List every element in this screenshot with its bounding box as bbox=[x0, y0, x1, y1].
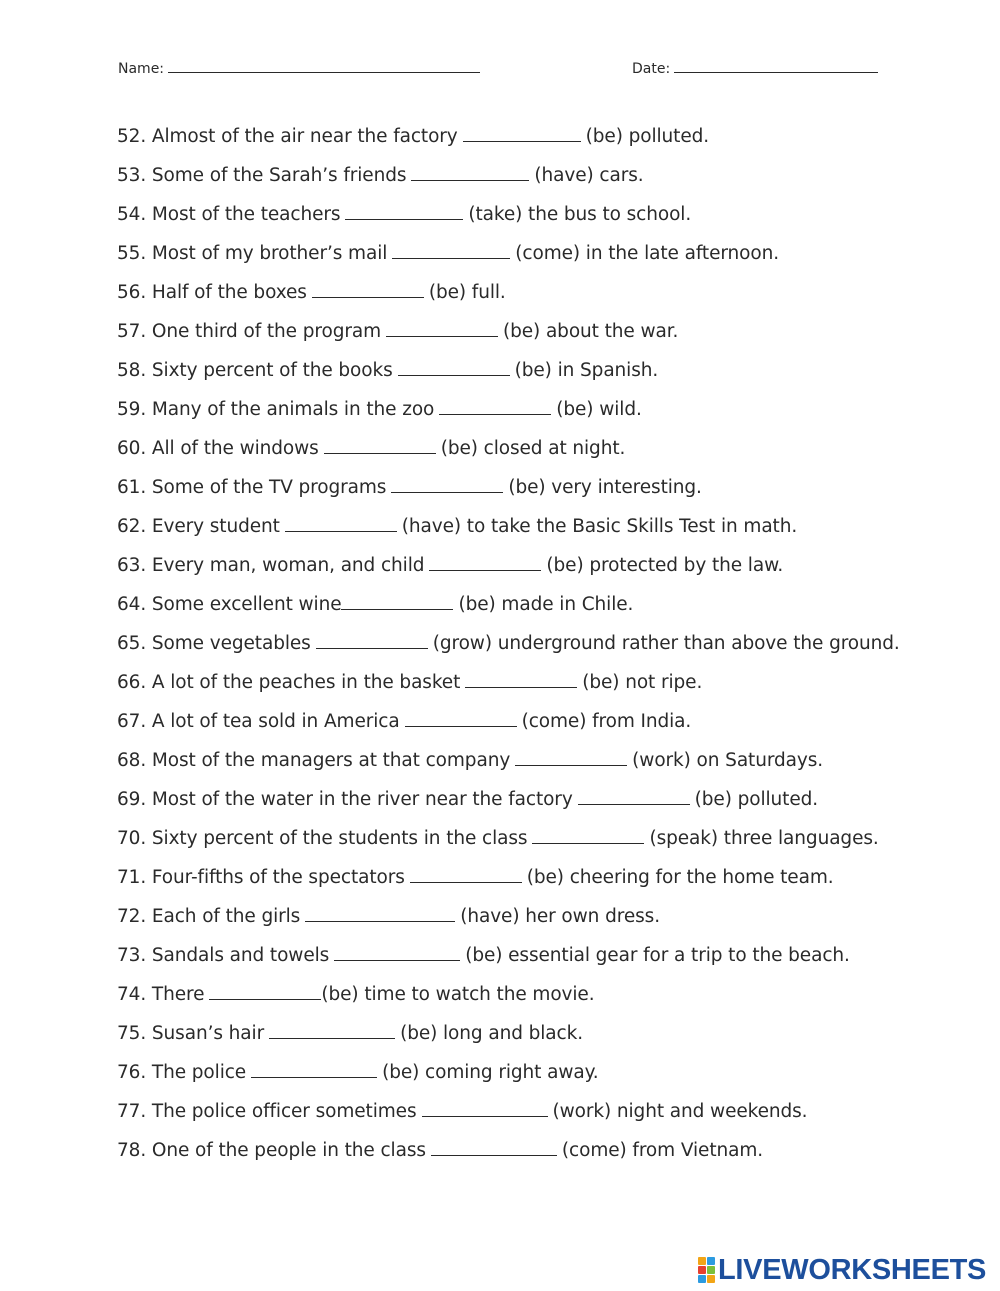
item-prompt: 52. Almost of the air near the factory bbox=[117, 126, 458, 147]
exercise-item bbox=[117, 861, 977, 900]
item-hint: (be) about the war. bbox=[503, 321, 679, 342]
liveworksheets-wordmark: LIVEWORKSHEETS bbox=[718, 1253, 987, 1286]
item-hint: (have) her own dress. bbox=[460, 906, 660, 927]
liveworksheets-logo-icon bbox=[698, 1257, 715, 1283]
item-hint: (be) coming right away. bbox=[382, 1062, 599, 1083]
exercise-item bbox=[117, 822, 977, 861]
exercise-item bbox=[117, 120, 977, 159]
exercise-item bbox=[117, 198, 977, 237]
item-hint: (come) from Vietnam. bbox=[561, 1140, 764, 1161]
answer-blank[interactable] bbox=[341, 588, 453, 610]
date-field-group bbox=[632, 58, 878, 77]
answer-blank[interactable] bbox=[269, 1017, 395, 1039]
item-prompt: 69. Most of the water in the river near the factory bbox=[117, 789, 573, 810]
answer-blank[interactable] bbox=[345, 198, 463, 220]
answer-blank[interactable] bbox=[431, 1134, 557, 1156]
item-hint: (be) essential gear for a trip to the beach. bbox=[465, 945, 850, 966]
item-hint: (speak) three languages. bbox=[649, 828, 879, 849]
item-prompt: 78. One of the people in the class bbox=[117, 1140, 426, 1161]
exercise-item bbox=[117, 549, 977, 588]
date-label: Date: bbox=[632, 61, 671, 77]
exercise-item bbox=[117, 900, 977, 939]
answer-blank[interactable] bbox=[515, 744, 627, 766]
exercise-item bbox=[117, 939, 977, 978]
answer-blank[interactable] bbox=[324, 432, 436, 454]
exercise-item bbox=[117, 783, 977, 822]
answer-blank[interactable] bbox=[386, 315, 498, 337]
item-hint: (take) the bus to school. bbox=[468, 204, 692, 225]
item-prompt: 53. Some of the Sarah’s friends bbox=[117, 165, 407, 186]
liveworksheets-logo bbox=[698, 1255, 986, 1285]
exercise-item bbox=[117, 432, 977, 471]
name-input-line[interactable] bbox=[168, 58, 480, 73]
exercise-item bbox=[117, 159, 977, 198]
item-prompt: 54. Most of the teachers bbox=[117, 204, 341, 225]
item-prompt: 58. Sixty percent of the books bbox=[117, 360, 393, 381]
item-prompt: 66. A lot of the peaches in the basket bbox=[117, 672, 461, 693]
item-hint: (work) night and weekends. bbox=[552, 1101, 808, 1122]
item-hint: (be) closed at night. bbox=[440, 438, 626, 459]
item-prompt: 64. Some excellent wine bbox=[117, 594, 342, 615]
item-hint: (be) protected by the law. bbox=[546, 555, 784, 576]
item-prompt: 55. Most of my brother’s mail bbox=[117, 243, 388, 264]
item-prompt: 67. A lot of tea sold in America bbox=[117, 711, 400, 732]
item-hint: (be) very interesting. bbox=[508, 477, 702, 498]
exercise-item bbox=[117, 315, 977, 354]
exercise-item bbox=[117, 510, 977, 549]
item-hint: (be) made in Chile. bbox=[458, 594, 634, 615]
item-prompt: 73. Sandals and towels bbox=[117, 945, 330, 966]
answer-blank[interactable] bbox=[391, 471, 503, 493]
answer-blank[interactable] bbox=[411, 159, 529, 181]
exercise-item bbox=[117, 354, 977, 393]
item-hint: (be) cheering for the home team. bbox=[526, 867, 834, 888]
answer-blank[interactable] bbox=[398, 354, 510, 376]
name-label: Name: bbox=[118, 61, 165, 77]
answer-blank[interactable] bbox=[429, 549, 541, 571]
item-hint: (work) on Saturdays. bbox=[632, 750, 824, 771]
item-prompt: 71. Four-fifths of the spectators bbox=[117, 867, 405, 888]
name-field-group bbox=[118, 58, 480, 77]
item-prompt: 65. Some vegetables bbox=[117, 633, 311, 654]
exercise-item bbox=[117, 627, 977, 666]
answer-blank[interactable] bbox=[465, 666, 577, 688]
answer-blank[interactable] bbox=[285, 510, 397, 532]
item-hint: (be) time to watch the movie. bbox=[321, 984, 595, 1005]
answer-blank[interactable] bbox=[410, 861, 522, 883]
answer-blank[interactable] bbox=[578, 783, 690, 805]
exercise-item bbox=[117, 471, 977, 510]
item-prompt: 59. Many of the animals in the zoo bbox=[117, 399, 435, 420]
exercise-list bbox=[117, 120, 977, 1173]
exercise-item bbox=[117, 705, 977, 744]
item-prompt: 72. Each of the girls bbox=[117, 906, 301, 927]
item-prompt: 77. The police officer sometimes bbox=[117, 1101, 417, 1122]
item-prompt: 70. Sixty percent of the students in the class bbox=[117, 828, 528, 849]
item-hint: (come) from India. bbox=[521, 711, 692, 732]
item-prompt: 76. The police bbox=[117, 1062, 247, 1083]
answer-blank[interactable] bbox=[209, 978, 321, 1000]
exercise-item bbox=[117, 666, 977, 705]
item-prompt: 60. All of the windows bbox=[117, 438, 319, 459]
answer-blank[interactable] bbox=[422, 1095, 548, 1117]
item-prompt: 57. One third of the program bbox=[117, 321, 381, 342]
answer-blank[interactable] bbox=[532, 822, 644, 844]
answer-blank[interactable] bbox=[251, 1056, 377, 1078]
item-hint: (grow) underground rather than above the ground. bbox=[432, 633, 900, 654]
item-hint: (be) wild. bbox=[556, 399, 642, 420]
answer-blank[interactable] bbox=[463, 120, 581, 142]
exercise-item bbox=[117, 978, 977, 1017]
exercise-item bbox=[117, 1056, 977, 1095]
answer-blank[interactable] bbox=[439, 393, 551, 415]
answer-blank[interactable] bbox=[312, 276, 424, 298]
item-prompt: 61. Some of the TV programs bbox=[117, 477, 387, 498]
item-prompt: 74. There bbox=[117, 984, 205, 1005]
answer-blank[interactable] bbox=[305, 900, 455, 922]
answer-blank[interactable] bbox=[405, 705, 517, 727]
item-hint: (come) in the late afternoon. bbox=[515, 243, 779, 264]
item-hint: (have) to take the Basic Skills Test in math. bbox=[401, 516, 798, 537]
item-hint: (be) long and black. bbox=[400, 1023, 583, 1044]
item-prompt: 63. Every man, woman, and child bbox=[117, 555, 425, 576]
item-hint: (be) polluted. bbox=[694, 789, 819, 810]
date-input-line[interactable] bbox=[674, 58, 878, 73]
item-prompt: 75. Susan’s hair bbox=[117, 1023, 265, 1044]
exercise-item bbox=[117, 1095, 977, 1134]
item-hint: (be) not ripe. bbox=[582, 672, 703, 693]
answer-blank[interactable] bbox=[334, 939, 460, 961]
item-prompt: 62. Every student bbox=[117, 516, 280, 537]
worksheet-header bbox=[118, 58, 898, 82]
exercise-item bbox=[117, 276, 977, 315]
item-prompt: 56. Half of the boxes bbox=[117, 282, 307, 303]
exercise-item bbox=[117, 1134, 977, 1173]
exercise-item bbox=[117, 588, 977, 627]
answer-blank[interactable] bbox=[392, 237, 510, 259]
item-hint: (have) cars. bbox=[534, 165, 644, 186]
exercise-item bbox=[117, 1017, 977, 1056]
exercise-item bbox=[117, 237, 977, 276]
exercise-item bbox=[117, 744, 977, 783]
item-hint: (be) in Spanish. bbox=[514, 360, 659, 381]
exercise-item bbox=[117, 393, 977, 432]
item-hint: (be) polluted. bbox=[585, 126, 710, 147]
item-hint: (be) full. bbox=[428, 282, 506, 303]
item-prompt: 68. Most of the managers at that company bbox=[117, 750, 511, 771]
answer-blank[interactable] bbox=[316, 627, 428, 649]
